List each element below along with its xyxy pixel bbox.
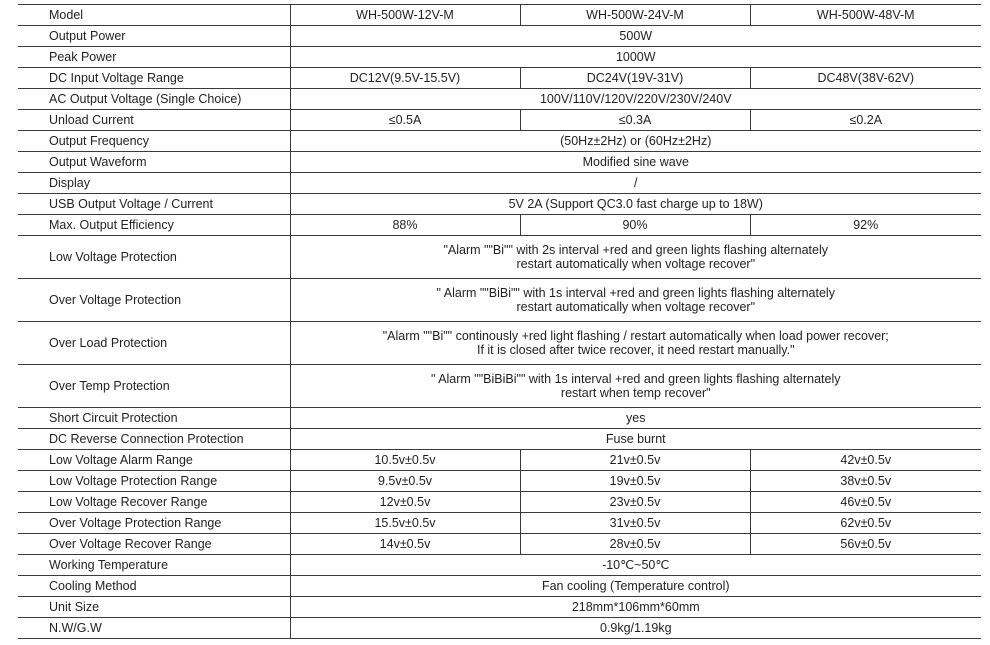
row-value-24v: 28v±0.5v — [520, 534, 750, 555]
row-value — [290, 322, 981, 365]
row-label: Unload Current — [18, 110, 290, 131]
row-value-24v: DC24V(19V-31V) — [520, 68, 750, 89]
table-row — [18, 236, 981, 279]
row-value-line: "Alarm ""Bi"" with 2s interval +red and green lights flashing alternately — [443, 243, 829, 257]
row-value-12v: 9.5v±0.5v — [290, 471, 520, 492]
table-row — [18, 152, 981, 173]
table-row — [18, 492, 981, 513]
row-label: Unit Size — [18, 597, 290, 618]
row-value-line: restart automatically when voltage recover" — [516, 300, 756, 314]
row-value-24v: 31v±0.5v — [520, 513, 750, 534]
table-row — [18, 110, 981, 131]
row-value-12v: 15.5v±0.5v — [290, 513, 520, 534]
row-value-24v: 23v±0.5v — [520, 492, 750, 513]
row-value: yes — [290, 408, 981, 429]
table-row — [18, 131, 981, 152]
row-value-12v: ≤0.5A — [290, 110, 520, 131]
row-label: USB Output Voltage / Current — [18, 194, 290, 215]
table-row — [18, 534, 981, 555]
row-value-24v: 19v±0.5v — [520, 471, 750, 492]
row-value-line: " Alarm ""BiBi"" with 1s interval +red and green lights flashing alternately — [436, 286, 835, 300]
row-value: 1000W — [290, 47, 981, 68]
row-value-48v: DC48V(38V-62V) — [750, 68, 981, 89]
table-row — [18, 173, 981, 194]
row-label: Over Voltage Protection Range — [18, 513, 290, 534]
row-value-24v: 90% — [520, 215, 750, 236]
row-label: N.W/G.W — [18, 618, 290, 639]
row-value-24v: ≤0.3A — [520, 110, 750, 131]
row-value-12v: DC12V(9.5V-15.5V) — [290, 68, 520, 89]
row-label: Cooling Method — [18, 576, 290, 597]
table-row — [18, 450, 981, 471]
row-value-48v: 38v±0.5v — [750, 471, 981, 492]
row-label: Over Voltage Protection — [18, 279, 290, 322]
row-value-line: restart automatically when voltage recover" — [516, 257, 756, 271]
table-row — [18, 429, 981, 450]
row-label: Low Voltage Protection — [18, 236, 290, 279]
row-value: -10℃~50℃ — [290, 555, 981, 576]
row-value: 218mm*106mm*60mm — [290, 597, 981, 618]
row-label: Display — [18, 173, 290, 194]
table-row — [18, 471, 981, 492]
row-value-48v: 62v±0.5v — [750, 513, 981, 534]
row-value-12v: 10.5v±0.5v — [290, 450, 520, 471]
row-value: Modified sine wave — [290, 152, 981, 173]
model-24v: WH-500W-24V-M — [520, 5, 750, 26]
row-value-48v: 42v±0.5v — [750, 450, 981, 471]
row-value-line: restart when temp recover" — [560, 386, 711, 400]
table-row — [18, 555, 981, 576]
row-value-48v: 46v±0.5v — [750, 492, 981, 513]
row-label: Low Voltage Protection Range — [18, 471, 290, 492]
row-value: 0.9kg/1.19kg — [290, 618, 981, 639]
model-48v: WH-500W-48V-M — [750, 5, 981, 26]
row-value-line: "Alarm ""Bi"" continously +red light flashing / restart automatically when load power recover; — [382, 329, 889, 343]
row-value-line: " Alarm ""BiBiBi"" with 1s interval +red and green lights flashing alternately — [430, 372, 841, 386]
row-label: Short Circuit Protection — [18, 408, 290, 429]
row-value: (50Hz±2Hz) or (60Hz±2Hz) — [290, 131, 981, 152]
row-value — [290, 365, 981, 408]
table-row — [18, 618, 981, 639]
row-label: Output Frequency — [18, 131, 290, 152]
table-row — [18, 26, 981, 47]
table-row — [18, 597, 981, 618]
row-label: Over Voltage Recover Range — [18, 534, 290, 555]
table-row — [18, 215, 981, 236]
row-value-line: If it is closed after twice recover, it need restart manually." — [476, 343, 795, 357]
table-row — [18, 47, 981, 68]
row-label: Over Temp Protection — [18, 365, 290, 408]
row-value-12v: 12v±0.5v — [290, 492, 520, 513]
table-row — [18, 68, 981, 89]
row-value-48v: 92% — [750, 215, 981, 236]
row-value: Fan cooling (Temperature control) — [290, 576, 981, 597]
table-row — [18, 279, 981, 322]
row-label: Working Temperature — [18, 555, 290, 576]
table-row — [18, 576, 981, 597]
row-label: Over Load Protection — [18, 322, 290, 365]
model-12v: WH-500W-12V-M — [290, 5, 520, 26]
row-label: DC Input Voltage Range — [18, 68, 290, 89]
table-row — [18, 194, 981, 215]
row-label: Output Power — [18, 26, 290, 47]
row-value: 100V/110V/120V/220V/230V/240V — [290, 89, 981, 110]
table-row — [18, 5, 981, 26]
row-label: Low Voltage Recover Range — [18, 492, 290, 513]
table-row — [18, 513, 981, 534]
row-label: Output Waveform — [18, 152, 290, 173]
row-value-48v: 56v±0.5v — [750, 534, 981, 555]
table-row — [18, 89, 981, 110]
row-label: Model — [18, 5, 290, 26]
row-value: Fuse burnt — [290, 429, 981, 450]
row-label: Peak Power — [18, 47, 290, 68]
table-row — [18, 365, 981, 408]
row-value-24v: 21v±0.5v — [520, 450, 750, 471]
row-value: 500W — [290, 26, 981, 47]
table-row — [18, 322, 981, 365]
row-label: Max. Output Efficiency — [18, 215, 290, 236]
row-value: 5V 2A (Support QC3.0 fast charge up to 18W) — [290, 194, 981, 215]
table-row — [18, 408, 981, 429]
spec-table — [18, 4, 981, 639]
row-value — [290, 236, 981, 279]
row-value-12v: 14v±0.5v — [290, 534, 520, 555]
row-label: DC Reverse Connection Protection — [18, 429, 290, 450]
row-value-12v: 88% — [290, 215, 520, 236]
row-label: AC Output Voltage (Single Choice) — [18, 89, 290, 110]
row-value: / — [290, 173, 981, 194]
row-value — [290, 279, 981, 322]
row-label: Low Voltage Alarm Range — [18, 450, 290, 471]
row-value-48v: ≤0.2A — [750, 110, 981, 131]
